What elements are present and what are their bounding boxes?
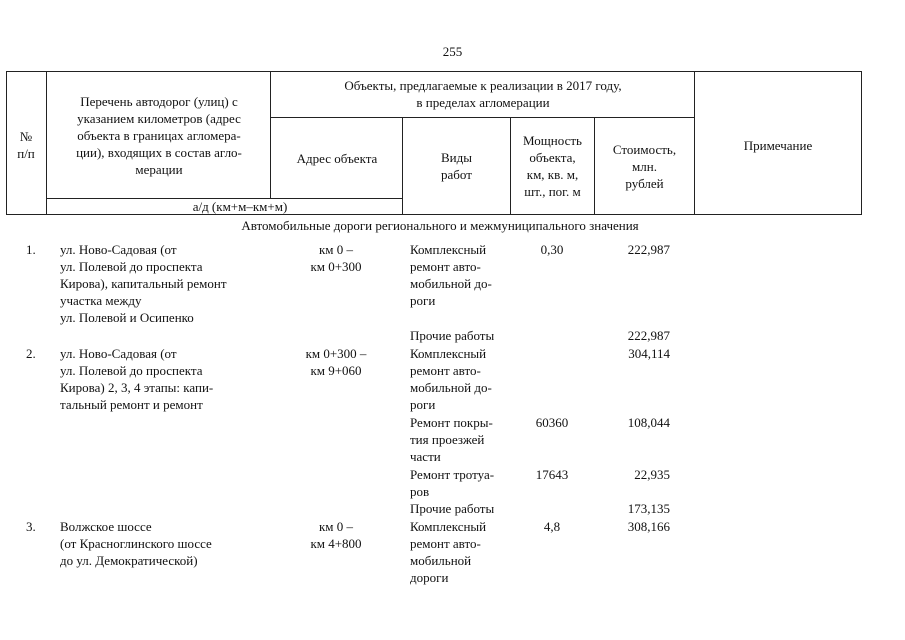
row-3-road-name: Волжское шоссе (от Красноглинского шоссе до ул. Демократической) [60,519,212,568]
row-2-work-2-capacity: 60360 [535,415,569,430]
header-address: Адрес объекта [296,150,378,166]
row-1-work-2-type: Прочие работы [410,328,495,343]
header-note: Примечание [743,137,813,153]
row-3-num: 3. [26,519,36,534]
row-1-num: 1. [26,242,36,257]
header-bottom-border [6,214,862,215]
header-road-list: Перечень автодорог (улиц) с указанием километров (адрес объекта в границах агломера- ции), входящих в состав агло- мерации [76,93,242,177]
row-1-road-name: ул. Ново-Садовая (от ул. Полевой до проспекта Кирова), капитальный ремонт участка между ул. Полевой и Осипенко [60,242,227,325]
row-1-work-1-capacity: 0,30 [540,242,564,257]
row-2-work-3-capacity: 17643 [535,467,569,482]
row-3-address: км 0 – км 4+800 [310,519,362,551]
header-num: № п/п [17,129,35,161]
page-number: 255 [442,44,463,59]
row-2-work-4-type: Прочие работы [410,501,495,516]
row-2-road-name: ул. Ново-Садовая (от ул. Полевой до проспекта Кирова) 2, 3, 4 этапы: капи- тальный ремонт и ремонт [60,346,214,412]
row-3-work-1-capacity: 4,8 [543,519,561,534]
row-1-work-1-cost: 222,987 [627,242,670,257]
row-2-work-4-cost: 173,135 [627,501,670,516]
row-2-num: 2. [26,346,36,361]
section-title: Автомобильные дороги регионального и межмуниципального значения [241,218,639,233]
header-work-types: Виды работ [441,150,472,182]
row-2-work-2-cost: 108,044 [627,415,670,430]
row-2-work-1-type: Комплексный ремонт авто- мобильной до- роги [410,346,492,412]
row-3-work-1-cost: 308,166 [627,519,670,534]
row-1-work-1-type: Комплексный ремонт авто- мобильной до- роги [410,242,492,308]
col-border-7 [861,71,862,215]
header-capacity: Мощность объекта, км, кв. м, шт., пог. м [523,133,582,199]
row-2-address: км 0+300 – км 9+060 [305,346,367,378]
row-3-work-1-type: Комплексный ремонт авто- мобильной дороги [410,519,487,585]
col-border-2 [270,71,271,199]
row-2-work-2-type: Ремонт покры- тия проезжей части [410,415,493,464]
header-objects-group: Объекты, предлагаемые к реализации в 2017 году, в пределах агломерации [344,78,622,110]
row-1-address: км 0 – км 0+300 [310,242,362,274]
row-1-work-2-cost: 222,987 [627,328,670,343]
row-2-work-3-type: Ремонт тротуа- ров [410,467,495,499]
header-unit-row: а/д (км+м–км+м) [192,199,288,214]
row-2-work-1-cost: 304,114 [628,346,670,361]
col-border-1 [46,71,47,215]
header-cost: Стоимость, млн. рублей [612,141,677,191]
row-2-work-3-cost: 22,935 [634,467,670,482]
